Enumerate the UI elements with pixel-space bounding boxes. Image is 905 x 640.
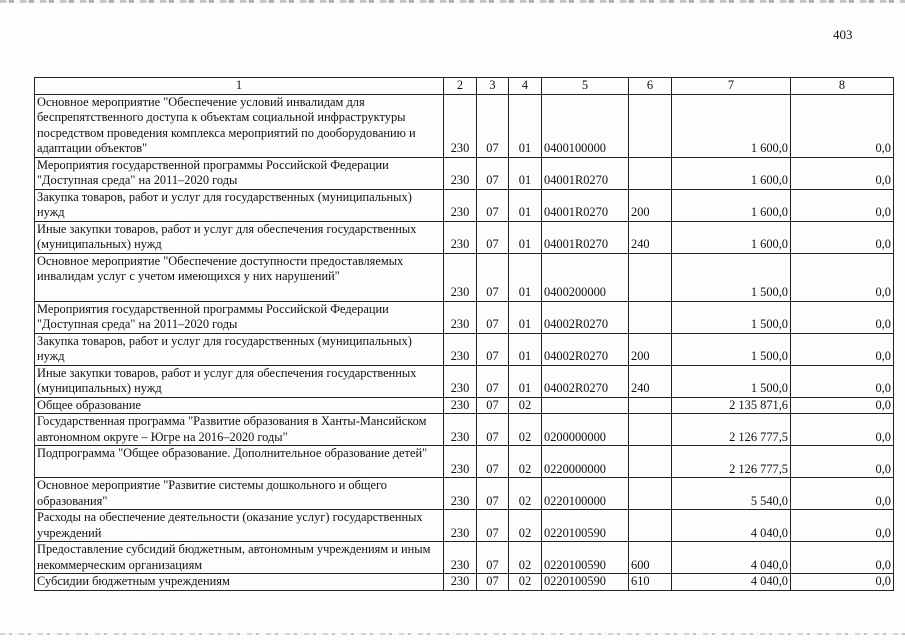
- cell-expense-type: [629, 478, 672, 510]
- cell-expense-type: [629, 94, 672, 157]
- row-name: Подпрограмма "Общее образование. Дополнительное образование детей": [35, 446, 444, 478]
- cell-target-article: 04002R0270: [542, 365, 629, 397]
- cell-subsection: 02: [509, 397, 542, 414]
- cell-section: 07: [477, 414, 509, 446]
- row-name: Мероприятия государственной программы Российской Федерации "Доступная среда" на 2011–2020 годы: [35, 157, 444, 189]
- cell-target-article: 0200000000: [542, 414, 629, 446]
- cell-expense-type: [629, 446, 672, 478]
- cell-amount: 1 500,0: [672, 333, 791, 365]
- cell-amount-2: 0,0: [791, 365, 894, 397]
- cell-target-article: 0400200000: [542, 253, 629, 301]
- cell-section: 07: [477, 221, 509, 253]
- cell-expense-type: [629, 253, 672, 301]
- table-row: [35, 94, 894, 157]
- cell-amount-2: 0,0: [791, 253, 894, 301]
- cell-amount: 4 040,0: [672, 574, 791, 591]
- cell-subsection: 01: [509, 189, 542, 221]
- cell-ministry: 230: [444, 542, 477, 574]
- cell-amount: 2 126 777,5: [672, 414, 791, 446]
- cell-amount-2: 0,0: [791, 94, 894, 157]
- cell-amount: 1 600,0: [672, 189, 791, 221]
- table-row: [35, 510, 894, 542]
- header-cell: 5: [542, 78, 629, 95]
- row-name: Мероприятия государственной программы Российской Федерации "Доступная среда" на 2011–2020 годы: [35, 301, 444, 333]
- cell-ministry: 230: [444, 414, 477, 446]
- cell-section: 07: [477, 574, 509, 591]
- row-name: Закупка товаров, работ и услуг для государственных (муниципальных) нужд: [35, 189, 444, 221]
- row-name: Расходы на обеспечение деятельности (оказание услуг) государственных учреждений: [35, 510, 444, 542]
- cell-target-article: 0220100000: [542, 478, 629, 510]
- header-row: [35, 78, 894, 95]
- cell-amount-2: 0,0: [791, 510, 894, 542]
- cell-expense-type: 610: [629, 574, 672, 591]
- cell-section: 07: [477, 301, 509, 333]
- table-row: [35, 446, 894, 478]
- cell-section: 07: [477, 542, 509, 574]
- cell-expense-type: [629, 301, 672, 333]
- cell-section: 07: [477, 397, 509, 414]
- cell-amount: 1 600,0: [672, 157, 791, 189]
- row-name: Основное мероприятие "Развитие системы дошкольного и общего образования": [35, 478, 444, 510]
- page-number: 403: [833, 27, 853, 42]
- cell-amount-2: 0,0: [791, 542, 894, 574]
- row-name: Субсидии бюджетным учреждениям: [35, 574, 444, 591]
- cell-amount-2: 0,0: [791, 189, 894, 221]
- budget-table: [34, 77, 894, 591]
- row-name: Государственная программа "Развитие образования в Ханты-Мансийском автономном округе – Югре на 2016–2020 годы": [35, 414, 444, 446]
- cell-amount-2: 0,0: [791, 414, 894, 446]
- cell-target-article: [542, 397, 629, 414]
- cell-amount: 2 135 871,6: [672, 397, 791, 414]
- cell-subsection: 01: [509, 301, 542, 333]
- cell-ministry: 230: [444, 446, 477, 478]
- cell-amount: 1 500,0: [672, 301, 791, 333]
- cell-target-article: 04002R0270: [542, 301, 629, 333]
- cell-expense-type: [629, 414, 672, 446]
- cell-ministry: 230: [444, 221, 477, 253]
- cell-target-article: 0220100590: [542, 574, 629, 591]
- cell-ministry: 230: [444, 574, 477, 591]
- header-cell: 3: [477, 78, 509, 95]
- row-name: Основное мероприятие "Обеспечение условий инвалидам для беспрепятственного доступа к объектам социальной инфраструктуры посредством проведения комплекса мероприятий по дооборудованию и адаптации объектов": [35, 94, 444, 157]
- scan-edge-top: [0, 0, 905, 3]
- cell-amount-2: 0,0: [791, 301, 894, 333]
- cell-target-article: 04001R0270: [542, 189, 629, 221]
- cell-ministry: 230: [444, 157, 477, 189]
- header-cell: 6: [629, 78, 672, 95]
- row-name: Иные закупки товаров, работ и услуг для обеспечения государственных (муниципальных) нужд: [35, 365, 444, 397]
- cell-target-article: 0220100590: [542, 542, 629, 574]
- cell-subsection: 01: [509, 333, 542, 365]
- table-row: [35, 478, 894, 510]
- cell-expense-type: 240: [629, 221, 672, 253]
- table-row: [35, 253, 894, 301]
- cell-section: 07: [477, 510, 509, 542]
- cell-expense-type: [629, 157, 672, 189]
- table-row: [35, 542, 894, 574]
- cell-expense-type: 200: [629, 189, 672, 221]
- header-cell: 8: [791, 78, 894, 95]
- row-name: Предоставление субсидий бюджетным, автономным учреждениям и иным некоммерческим организациям: [35, 542, 444, 574]
- cell-amount-2: 0,0: [791, 221, 894, 253]
- cell-amount-2: 0,0: [791, 446, 894, 478]
- cell-target-article: 04002R0270: [542, 333, 629, 365]
- cell-subsection: 02: [509, 478, 542, 510]
- header-cell: 1: [35, 78, 444, 95]
- cell-amount: 5 540,0: [672, 478, 791, 510]
- cell-expense-type: [629, 510, 672, 542]
- cell-amount-2: 0,0: [791, 478, 894, 510]
- cell-subsection: 01: [509, 253, 542, 301]
- cell-target-article: 04001R0270: [542, 221, 629, 253]
- header-cell: 7: [672, 78, 791, 95]
- cell-ministry: 230: [444, 478, 477, 510]
- cell-ministry: 230: [444, 365, 477, 397]
- table-row: [35, 365, 894, 397]
- cell-section: 07: [477, 157, 509, 189]
- cell-subsection: 01: [509, 94, 542, 157]
- cell-amount: 4 040,0: [672, 510, 791, 542]
- table-row: [35, 574, 894, 591]
- cell-subsection: 02: [509, 510, 542, 542]
- cell-ministry: 230: [444, 301, 477, 333]
- cell-target-article: 0220100590: [542, 510, 629, 542]
- cell-amount: 1 600,0: [672, 94, 791, 157]
- table-row: [35, 414, 894, 446]
- cell-ministry: 230: [444, 94, 477, 157]
- table-row: [35, 189, 894, 221]
- cell-amount-2: 0,0: [791, 157, 894, 189]
- cell-amount-2: 0,0: [791, 397, 894, 414]
- cell-section: 07: [477, 253, 509, 301]
- table-row: [35, 333, 894, 365]
- cell-subsection: 02: [509, 542, 542, 574]
- header-cell: 2: [444, 78, 477, 95]
- cell-amount: 1 600,0: [672, 221, 791, 253]
- cell-amount: 4 040,0: [672, 542, 791, 574]
- cell-subsection: 02: [509, 574, 542, 591]
- cell-section: 07: [477, 333, 509, 365]
- cell-ministry: 230: [444, 253, 477, 301]
- table-row: [35, 221, 894, 253]
- table-row: [35, 397, 894, 414]
- cell-subsection: 02: [509, 446, 542, 478]
- cell-amount: 2 126 777,5: [672, 446, 791, 478]
- cell-section: 07: [477, 446, 509, 478]
- cell-expense-type: 240: [629, 365, 672, 397]
- cell-subsection: 01: [509, 221, 542, 253]
- header-cell: 4: [509, 78, 542, 95]
- cell-target-article: 0220000000: [542, 446, 629, 478]
- table-row: [35, 157, 894, 189]
- row-name: Закупка товаров, работ и услуг для государственных (муниципальных) нужд: [35, 333, 444, 365]
- cell-section: 07: [477, 365, 509, 397]
- scan-edge-bottom: [0, 633, 905, 635]
- cell-section: 07: [477, 478, 509, 510]
- cell-ministry: 230: [444, 333, 477, 365]
- cell-target-article: 0400100000: [542, 94, 629, 157]
- cell-ministry: 230: [444, 189, 477, 221]
- cell-ministry: 230: [444, 510, 477, 542]
- cell-expense-type: [629, 397, 672, 414]
- cell-expense-type: 200: [629, 333, 672, 365]
- row-name: Основное мероприятие "Обеспечение доступности предоставляемых инвалидам услуг с учетом имеющихся у них нарушений": [35, 253, 444, 301]
- cell-subsection: 01: [509, 365, 542, 397]
- cell-subsection: 01: [509, 157, 542, 189]
- cell-section: 07: [477, 94, 509, 157]
- row-name: Иные закупки товаров, работ и услуг для обеспечения государственных (муниципальных) нужд: [35, 221, 444, 253]
- cell-subsection: 02: [509, 414, 542, 446]
- cell-amount: 1 500,0: [672, 253, 791, 301]
- cell-amount-2: 0,0: [791, 574, 894, 591]
- cell-amount: 1 500,0: [672, 365, 791, 397]
- cell-ministry: 230: [444, 397, 477, 414]
- cell-section: 07: [477, 189, 509, 221]
- cell-expense-type: 600: [629, 542, 672, 574]
- table-row: [35, 301, 894, 333]
- cell-target-article: 04001R0270: [542, 157, 629, 189]
- cell-amount-2: 0,0: [791, 333, 894, 365]
- row-name: Общее образование: [35, 397, 444, 414]
